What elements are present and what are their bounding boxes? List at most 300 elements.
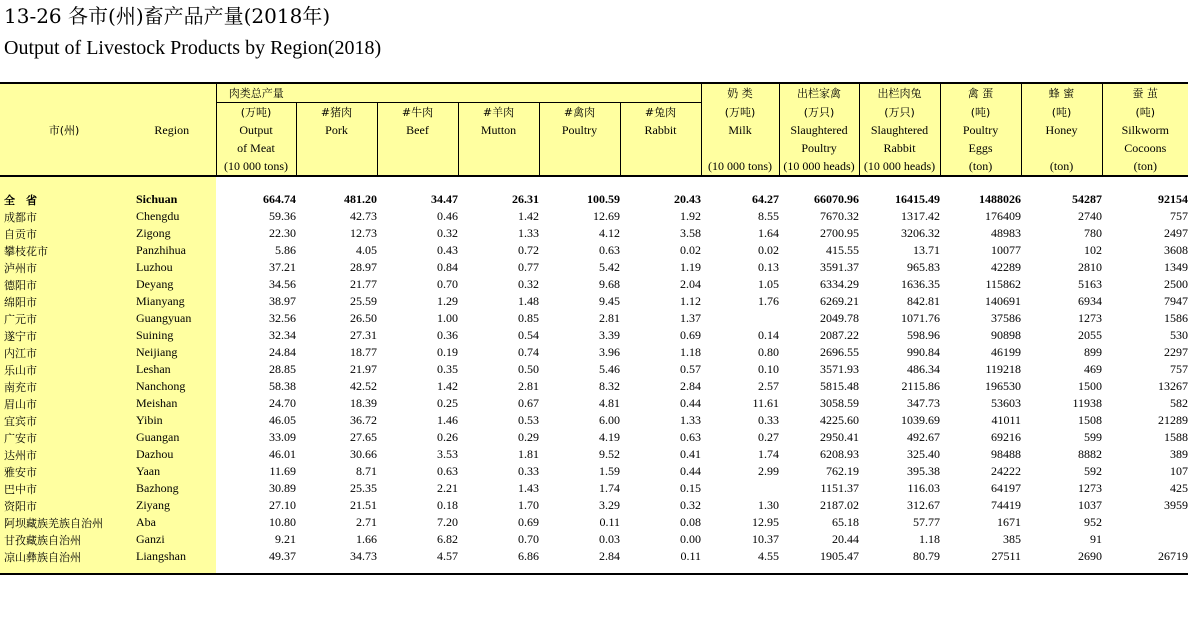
table-cell: 65.18 — [832, 515, 860, 529]
table-cell: 0.70 — [437, 277, 458, 291]
table-cell — [1102, 514, 1188, 531]
table-cell: 48983 — [991, 226, 1022, 240]
table-cell: 38.97 — [269, 294, 296, 308]
table-cell: 3058.59 — [820, 396, 860, 410]
table-row — [0, 514, 1188, 531]
table-cell: 0.10 — [758, 362, 780, 376]
table-cell: 2.81 — [518, 379, 539, 393]
region-name-en: Aba — [128, 514, 216, 531]
table-row — [0, 293, 1188, 310]
table-cell: 0.02 — [680, 243, 702, 257]
city-name-cn: 遂宁市 — [0, 327, 128, 344]
region-name-en: Nanchong — [128, 378, 216, 395]
table-cell: 8882 — [1078, 447, 1103, 461]
table-cell: 2.71 — [356, 515, 377, 529]
table-cell: 25.35 — [350, 481, 377, 495]
table-cell: 0.46 — [437, 209, 458, 223]
table-row — [0, 361, 1188, 378]
table-cell: 385 — [1003, 532, 1022, 546]
table-cell: 1.81 — [518, 447, 539, 461]
table-cell: 32.34 — [269, 328, 296, 342]
table-cell: 415.55 — [826, 243, 860, 257]
table-cell: 13.71 — [913, 243, 941, 257]
table-cell: 21.97 — [350, 362, 377, 376]
table-cell: 28.97 — [350, 260, 377, 274]
table-cell: 4.05 — [356, 243, 377, 257]
table-cell: 0.69 — [680, 328, 702, 342]
table-cell: 26.50 — [350, 311, 377, 325]
table-title-cn: 13-26 各市(州)畜产品产量(2018年) — [4, 4, 331, 28]
table-cell: 664.74 — [263, 192, 296, 206]
table-cell: 54287 — [1072, 192, 1103, 206]
table-cell: 46.01 — [269, 447, 296, 461]
table-cell: 34.73 — [350, 549, 377, 563]
table-cell: 1500 — [1078, 379, 1103, 393]
table-cell: 0.44 — [680, 464, 702, 478]
table-cell: 42.52 — [350, 379, 377, 393]
table-cell: 1273 — [1078, 481, 1103, 495]
table-cell: 0.70 — [518, 532, 539, 546]
table-cell: 69216 — [991, 430, 1022, 444]
table-cell: 990.84 — [907, 345, 941, 359]
table-cell: 58.38 — [269, 379, 296, 393]
table-row — [0, 208, 1188, 225]
table-cell: 0.18 — [437, 498, 458, 512]
table-cell: 42289 — [991, 260, 1022, 274]
table-cell — [701, 480, 779, 497]
table-cell: 34.56 — [269, 277, 296, 291]
table-cell: 0.44 — [680, 396, 702, 410]
city-name-cn: 宜宾市 — [0, 412, 128, 429]
table-cell: 1317.42 — [901, 209, 941, 223]
table-cell: 8.55 — [758, 209, 780, 223]
table-cell: 5.86 — [275, 243, 296, 257]
table-cell: 2696.55 — [820, 345, 860, 359]
table-cell: 80.79 — [913, 549, 941, 563]
table-cell: 0.00 — [680, 532, 702, 546]
region-name-en: Dazhou — [128, 446, 216, 463]
table-cell: 2950.41 — [820, 430, 860, 444]
table-cell: 107 — [1170, 464, 1188, 478]
table-cell: 20.44 — [832, 532, 860, 546]
table-cell: 1037 — [1078, 498, 1103, 512]
table-cell: 395.38 — [907, 464, 941, 478]
table-cell: 36.72 — [350, 413, 377, 427]
table-cell: 1.30 — [758, 498, 780, 512]
table-cell: 27.65 — [350, 430, 377, 444]
table-cell: 119218 — [985, 362, 1022, 376]
table-cell: 0.54 — [518, 328, 539, 342]
table-row — [0, 327, 1188, 344]
table-cell: 530 — [1170, 328, 1188, 342]
table-cell: 7670.32 — [820, 209, 860, 223]
table-cell: 842.81 — [907, 294, 941, 308]
region-name-en: Guangyuan — [128, 310, 216, 327]
region-name-en: Sichuan — [128, 191, 216, 208]
table-cell: 0.57 — [680, 362, 702, 376]
table-cell: 10.37 — [752, 532, 780, 546]
table-cell: 6.00 — [599, 413, 620, 427]
table-cell: 1508 — [1078, 413, 1103, 427]
table-cell: 0.11 — [599, 515, 620, 529]
table-cell: 115862 — [985, 277, 1022, 291]
table-cell: 8.71 — [356, 464, 377, 478]
table-cell: 2049.78 — [820, 311, 860, 325]
city-name-cn: 攀枝花市 — [0, 242, 128, 259]
table-cell: 140691 — [985, 294, 1022, 308]
table-cell: 64197 — [991, 481, 1022, 495]
table-row — [0, 225, 1188, 242]
table-cell: 6334.29 — [820, 277, 860, 291]
table-cell: 13267 — [1158, 379, 1188, 393]
table-cell: 0.67 — [518, 396, 539, 410]
city-name-cn: 自贡市 — [0, 225, 128, 242]
table-row — [0, 395, 1188, 412]
table-cell: 0.14 — [758, 328, 780, 342]
table-cell: 1.64 — [758, 226, 780, 240]
table-cell: 30.89 — [269, 481, 296, 495]
table-cell: 1273 — [1078, 311, 1103, 325]
table-cell: 0.13 — [758, 260, 780, 274]
table-cell: 0.84 — [437, 260, 458, 274]
table-cell: 599 — [1084, 430, 1103, 444]
table-cell: 18.39 — [350, 396, 377, 410]
table-cell: 92154 — [1158, 192, 1188, 206]
meat-total-header: 肉类总产量 — [216, 83, 296, 103]
table-cell: 347.73 — [907, 396, 941, 410]
table-cell: 1.66 — [356, 532, 377, 546]
table-cell: 4.19 — [599, 430, 620, 444]
table-cell: 5815.48 — [820, 379, 860, 393]
table-cell: 46199 — [991, 345, 1022, 359]
table-cell: 325.40 — [907, 447, 941, 461]
table-row — [0, 446, 1188, 463]
table-cell: 9.68 — [599, 277, 620, 291]
table-cell: 59.36 — [269, 209, 296, 223]
table-cell: 1586 — [1164, 311, 1188, 325]
table-cell: 0.50 — [518, 362, 539, 376]
table-cell: 21289 — [1158, 413, 1188, 427]
table-cell: 2115.86 — [901, 379, 941, 393]
table-cell: 2055 — [1078, 328, 1103, 342]
table-cell: 425 — [1170, 481, 1188, 495]
table-cell: 1.42 — [437, 379, 458, 393]
table-cell: 1.37 — [680, 311, 702, 325]
table-cell: 0.69 — [518, 515, 539, 529]
table-cell: 0.80 — [758, 345, 780, 359]
table-cell: 899 — [1084, 345, 1103, 359]
table-cell: 7.20 — [437, 515, 458, 529]
table-cell: 2.57 — [758, 379, 780, 393]
table-cell: 1.05 — [758, 277, 780, 291]
table-cell: 2187.02 — [820, 498, 860, 512]
table-cell: 1.92 — [680, 209, 702, 223]
table-cell: 3.29 — [599, 498, 620, 512]
region-column-header: Region — [128, 121, 216, 139]
region-name-en: Guangan — [128, 429, 216, 446]
table-cell: 1.19 — [680, 260, 702, 274]
table-cell: 1.74 — [599, 481, 620, 495]
table-cell: 312.67 — [907, 498, 941, 512]
region-name-en: Leshan — [128, 361, 216, 378]
table-cell: 116.03 — [907, 481, 941, 495]
table-cell: 26.31 — [512, 192, 539, 206]
table-cell: 102 — [1084, 243, 1103, 257]
table-header: 肉类总产量 奶 类 出栏家禽 出栏肉兔 禽 蛋 蜂 蜜 蚕 茧 (万吨) #猪肉 #牛肉 #羊肉 #禽肉 #兔肉 (万吨) (万只) (万只) (吨) (吨) (吨) 市(州) Region Output Pork Beef Mutton Poultry Rabbit Milk Slaughtered Slaughtered Poultry Honey Silkworm of Meat Poultry Rabbit Eggs Cocoons (10 000 tons) (10 000 tons) (10 000 heads) (10 000 heads) (ton) (ton) (ton) — [0, 83, 1188, 176]
table-row — [0, 531, 1188, 548]
table-cell: 3206.32 — [901, 226, 941, 240]
livestock-table — [0, 82, 1188, 575]
table-cell: 21.77 — [350, 277, 377, 291]
table-cell: 1.29 — [437, 294, 458, 308]
table-cell: 0.32 — [518, 277, 539, 291]
table-cell: 0.19 — [437, 345, 458, 359]
table-cell: 91 — [1090, 532, 1103, 546]
table-cell: 4.57 — [437, 549, 458, 563]
region-name-en: Yibin — [128, 412, 216, 429]
region-name-en: Luzhou — [128, 259, 216, 276]
table-cell: 49.37 — [269, 549, 296, 563]
table-row — [0, 344, 1188, 361]
table-cell: 0.26 — [437, 430, 458, 444]
table-cell: 30.66 — [350, 447, 377, 461]
table-cell: 2.21 — [437, 481, 458, 495]
table-cell: 0.85 — [518, 311, 539, 325]
table-cell: 780 — [1084, 226, 1103, 240]
city-column-header: 市(州) — [0, 121, 128, 139]
table-cell: 0.53 — [518, 413, 539, 427]
city-name-cn: 甘孜藏族自治州 — [0, 531, 128, 548]
table-cell: 2087.22 — [820, 328, 860, 342]
table-cell: 4225.60 — [820, 413, 860, 427]
table-cell: 6934 — [1078, 294, 1103, 308]
table-cell: 1.70 — [518, 498, 539, 512]
table-cell: 24222 — [991, 464, 1022, 478]
table-cell: 2.84 — [680, 379, 702, 393]
table-cell: 22.30 — [269, 226, 296, 240]
table-cell: 0.35 — [437, 362, 458, 376]
table-cell: 1.18 — [680, 345, 702, 359]
table-cell: 3.53 — [437, 447, 458, 461]
table-cell: 100.59 — [587, 192, 620, 206]
table-cell: 2700.95 — [820, 226, 860, 240]
table-cell: 592 — [1084, 464, 1103, 478]
table-cell: 1588 — [1164, 430, 1188, 444]
table-cell: 1636.35 — [901, 277, 941, 291]
table-cell: 10.80 — [269, 515, 296, 529]
table-cell: 1151.37 — [820, 481, 860, 495]
table-cell: 1.00 — [437, 311, 458, 325]
table-cell: 176409 — [985, 209, 1022, 223]
table-cell: 3608 — [1164, 243, 1188, 257]
table-row — [0, 412, 1188, 429]
table-cell: 757 — [1170, 209, 1188, 223]
table-cell: 12.73 — [350, 226, 377, 240]
table-cell: 2690 — [1078, 549, 1103, 563]
table-cell: 0.08 — [680, 515, 702, 529]
table-cell: 16415.49 — [895, 192, 941, 206]
table-cell: 1671 — [997, 515, 1022, 529]
table-cell: 11.69 — [269, 464, 296, 478]
table-cell: 952 — [1084, 515, 1103, 529]
table-cell: 0.63 — [437, 464, 458, 478]
table-cell: 582 — [1170, 396, 1188, 410]
city-name-cn: 凉山彝族自治州 — [0, 548, 128, 565]
city-name-cn: 资阳市 — [0, 497, 128, 514]
region-name-en: Liangshan — [128, 548, 216, 565]
table-cell: 1.18 — [919, 532, 941, 546]
table-cell: 0.02 — [758, 243, 780, 257]
table-cell: 7947 — [1164, 294, 1188, 308]
table-cell: 598.96 — [907, 328, 941, 342]
city-name-cn: 德阳市 — [0, 276, 128, 293]
table-cell: 3571.93 — [820, 362, 860, 376]
table-cell: 37586 — [991, 311, 1022, 325]
table-cell: 6208.93 — [820, 447, 860, 461]
table-cell: 0.41 — [680, 447, 702, 461]
table-row — [0, 429, 1188, 446]
table-cell: 6.82 — [437, 532, 458, 546]
table-row — [0, 463, 1188, 480]
table-cell: 2.99 — [758, 464, 780, 478]
table-cell: 3.39 — [599, 328, 620, 342]
table-cell: 3959 — [1164, 498, 1188, 512]
table-cell: 486.34 — [907, 362, 941, 376]
table-row — [0, 497, 1188, 514]
table-cell: 1.43 — [518, 481, 539, 495]
table-cell: 5163 — [1078, 277, 1103, 291]
table-cell: 0.36 — [437, 328, 458, 342]
region-name-en: Chengdu — [128, 208, 216, 225]
table-cell: 34.47 — [431, 192, 458, 206]
table-cell: 66070.96 — [814, 192, 860, 206]
table-cell: 0.32 — [680, 498, 702, 512]
table-cell: 0.72 — [518, 243, 539, 257]
table-cell: 37.21 — [269, 260, 296, 274]
table-cell: 0.33 — [518, 464, 539, 478]
table-cell: 1071.76 — [901, 311, 941, 325]
table-cell: 196530 — [985, 379, 1022, 393]
table-cell: 1.59 — [599, 464, 620, 478]
region-name-en: Deyang — [128, 276, 216, 293]
table-cell: 6.86 — [518, 549, 539, 563]
table-cell: 0.32 — [437, 226, 458, 240]
table-cell: 1488026 — [979, 192, 1022, 206]
table-cell: 5.42 — [599, 260, 620, 274]
table-row — [0, 310, 1188, 327]
table-cell: 0.11 — [680, 549, 702, 563]
table-row — [0, 242, 1188, 259]
table-cell: 20.43 — [674, 192, 702, 206]
table-cell: 8.32 — [599, 379, 620, 393]
table-cell: 1.33 — [518, 226, 539, 240]
table-cell: 42.73 — [350, 209, 377, 223]
city-name-cn: 乐山市 — [0, 361, 128, 378]
region-name-en: Zigong — [128, 225, 216, 242]
table-cell — [1102, 531, 1188, 548]
table-title-en: Output of Livestock Products by Region(2018) — [4, 37, 382, 59]
table-cell: 4.12 — [599, 226, 620, 240]
table-cell: 25.59 — [350, 294, 377, 308]
city-name-cn: 成都市 — [0, 208, 128, 225]
table-cell — [701, 310, 779, 327]
city-name-cn: 全 省 — [0, 191, 128, 208]
region-name-en: Yaan — [128, 463, 216, 480]
table-cell: 24.70 — [269, 396, 296, 410]
table-cell: 33.09 — [269, 430, 296, 444]
city-name-cn: 广元市 — [0, 310, 128, 327]
table-cell: 4.81 — [599, 396, 620, 410]
city-name-cn: 眉山市 — [0, 395, 128, 412]
table-row — [0, 548, 1188, 565]
table-row — [0, 378, 1188, 395]
region-name-en: Bazhong — [128, 480, 216, 497]
table-cell: 64.27 — [752, 192, 780, 206]
city-name-cn: 内江市 — [0, 344, 128, 361]
table-row-total — [0, 191, 1188, 208]
table-cell: 1039.69 — [901, 413, 941, 427]
table-cell: 1.33 — [680, 413, 702, 427]
table-cell: 9.45 — [599, 294, 620, 308]
region-name-en: Meishan — [128, 395, 216, 412]
table-cell: 0.63 — [599, 243, 620, 257]
table-cell: 389 — [1170, 447, 1188, 461]
table-cell: 2.04 — [680, 277, 702, 291]
table-cell: 12.95 — [752, 515, 780, 529]
table-cell: 0.15 — [680, 481, 702, 495]
table-cell: 74419 — [991, 498, 1022, 512]
region-name-en: Panzhihua — [128, 242, 216, 259]
table-cell: 27511 — [991, 549, 1022, 563]
table-cell: 11.61 — [752, 396, 780, 410]
city-name-cn: 阿坝藏族羌族自治州 — [0, 514, 128, 531]
table-cell: 90898 — [991, 328, 1022, 342]
table-cell: 5.46 — [599, 362, 620, 376]
table-cell: 32.56 — [269, 311, 296, 325]
table-cell: 27.31 — [350, 328, 377, 342]
region-name-en: Ziyang — [128, 497, 216, 514]
table-cell: 18.77 — [350, 345, 377, 359]
region-name-en: Suining — [128, 327, 216, 344]
table-cell: 26719 — [1158, 549, 1188, 563]
table-cell: 0.77 — [518, 260, 539, 274]
table-cell: 0.63 — [680, 430, 702, 444]
table-cell: 1.76 — [758, 294, 780, 308]
table-cell: 469 — [1084, 362, 1103, 376]
city-name-cn: 雅安市 — [0, 463, 128, 480]
table-cell: 0.43 — [437, 243, 458, 257]
region-name-en: Neijiang — [128, 344, 216, 361]
table-cell: 12.69 — [593, 209, 620, 223]
table-cell: 27.10 — [269, 498, 296, 512]
table-cell: 0.29 — [518, 430, 539, 444]
table-cell: 2.81 — [599, 311, 620, 325]
table-cell: 1.42 — [518, 209, 539, 223]
city-name-cn: 达州市 — [0, 446, 128, 463]
table-cell: 0.03 — [599, 532, 620, 546]
city-name-cn: 南充市 — [0, 378, 128, 395]
table-cell: 1.74 — [758, 447, 780, 461]
region-name-en: Ganzi — [128, 531, 216, 548]
table-cell: 9.21 — [275, 532, 296, 546]
city-name-cn: 巴中市 — [0, 480, 128, 497]
table-cell: 492.67 — [907, 430, 941, 444]
table-cell: 3.58 — [680, 226, 702, 240]
table-cell: 2497 — [1164, 226, 1188, 240]
table-cell: 10077 — [991, 243, 1022, 257]
table-cell: 24.84 — [269, 345, 296, 359]
table-body — [0, 176, 1188, 565]
